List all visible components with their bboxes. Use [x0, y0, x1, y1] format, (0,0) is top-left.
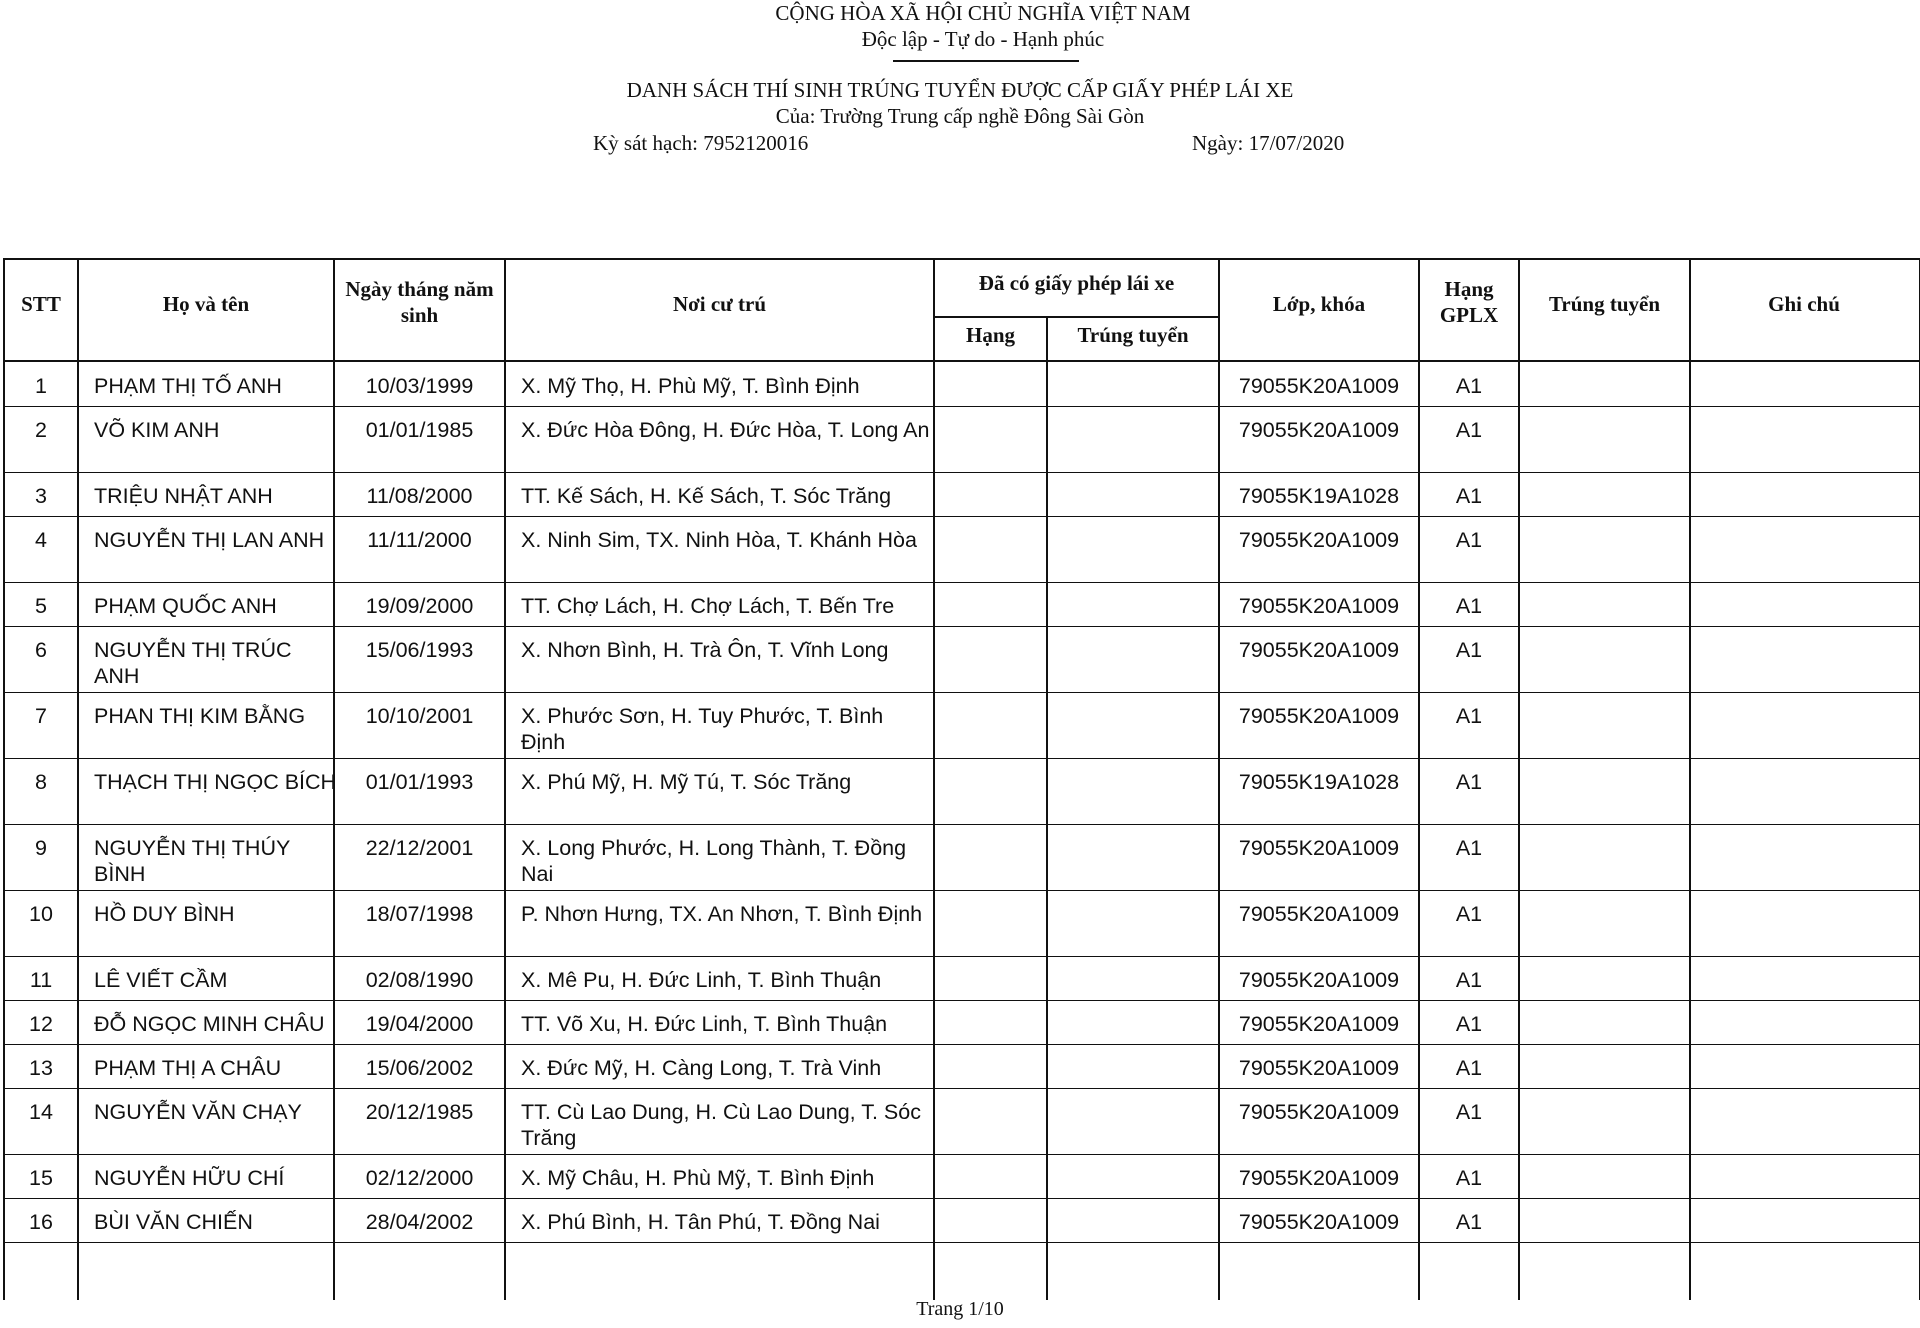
national-motto: Độc lập - Tự do - Hạnh phúc	[861, 27, 1105, 51]
col-header-existing-license: Đã có giấy phép lái xe	[978, 271, 1175, 295]
row-dob: 02/12/2000	[365, 1166, 474, 1190]
row-class-course: 79055K20A1009	[1238, 902, 1400, 926]
row-stt: 10	[29, 902, 53, 926]
row-name: PHAN THỊ KIM BẰNG	[94, 704, 306, 728]
table-row	[5, 582, 1919, 626]
row-address: X. Mê Pu, H. Đức Linh, T. Bình Thuận	[521, 968, 882, 992]
row-name: PHẠM THỊ TỐ ANH	[94, 374, 282, 398]
row-license-class: A1	[1455, 594, 1483, 618]
col-header-dob: Ngày tháng năm sinh	[345, 277, 494, 327]
row-name: NGUYỄN THỊ LAN ANH	[94, 528, 325, 552]
row-license-class: A1	[1455, 1012, 1483, 1036]
row-name: NGUYỄN VĂN CHẠY	[94, 1100, 302, 1124]
col-header-name: Họ và tên	[162, 292, 250, 316]
row-class-course: 79055K20A1009	[1238, 1012, 1400, 1036]
row-class-course: 79055K20A1009	[1238, 968, 1400, 992]
row-name: VÕ KIM ANH	[94, 418, 220, 442]
row-address: TT. Cù Lao Dung, H. Cù Lao Dung, T. Sóc Trăng	[521, 1100, 921, 1150]
row-stt: 12	[29, 1012, 53, 1036]
table-row	[5, 824, 1919, 890]
row-dob: 20/12/1985	[365, 1100, 474, 1124]
row-name: NGUYỄN THỊ THÚY BÌNH	[94, 836, 290, 886]
page-number: Trang 1/10	[916, 1298, 1004, 1320]
row-divider	[5, 1242, 1919, 1243]
motto-underline	[893, 60, 1079, 62]
row-address: TT. Kế Sách, H. Kế Sách, T. Sóc Trăng	[521, 484, 892, 508]
table-row	[5, 692, 1919, 758]
row-class-course: 79055K20A1009	[1238, 528, 1400, 552]
header-subdivider	[933, 316, 1220, 318]
row-class-course: 79055K20A1009	[1238, 374, 1400, 398]
row-address: TT. Chợ Lách, H. Chợ Lách, T. Bến Tre	[521, 594, 895, 618]
row-license-class: A1	[1455, 1056, 1483, 1080]
row-dob: 18/07/1998	[365, 902, 474, 926]
row-stt: 5	[35, 594, 47, 618]
table-row	[5, 626, 1919, 692]
row-license-class: A1	[1455, 902, 1483, 926]
row-name: BÙI VĂN CHIẾN	[94, 1210, 253, 1234]
table-row	[5, 406, 1919, 472]
col-header-stt: STT	[21, 292, 61, 316]
row-license-class: A1	[1455, 1166, 1483, 1190]
row-stt: 7	[35, 704, 47, 728]
table-row	[5, 890, 1919, 956]
row-class-course: 79055K20A1009	[1238, 418, 1400, 442]
row-address: X. Đức Mỹ, H. Càng Long, T. Trà Vinh	[521, 1056, 882, 1080]
exam-session: Kỳ sát hạch: 7952120016	[593, 131, 809, 155]
row-dob: 15/06/2002	[365, 1056, 474, 1080]
row-address: X. Ninh Sim, TX. Ninh Hòa, T. Khánh Hòa	[521, 528, 917, 552]
row-address: X. Phú Bình, H. Tân Phú, T. Đồng Nai	[521, 1210, 880, 1234]
row-dob: 10/03/1999	[365, 374, 474, 398]
row-name: HỒ DUY BÌNH	[94, 902, 235, 926]
col-header-passed: Trúng tuyển	[1548, 292, 1661, 316]
row-license-class: A1	[1455, 374, 1483, 398]
row-address: X. Mỹ Châu, H. Phù Mỹ, T. Bình Định	[521, 1166, 875, 1190]
row-name: ĐỖ NGỌC MINH CHÂU	[94, 1012, 325, 1036]
row-stt: 9	[35, 836, 47, 860]
row-address: X. Nhơn Bình, H. Trà Ôn, T. Vĩnh Long	[521, 638, 889, 662]
row-stt: 3	[35, 484, 47, 508]
row-dob: 01/01/1985	[365, 418, 474, 442]
row-name: PHẠM QUỐC ANH	[94, 594, 277, 618]
row-dob: 22/12/2001	[365, 836, 474, 860]
row-stt: 4	[35, 528, 47, 552]
row-license-class: A1	[1455, 528, 1483, 552]
row-dob: 10/10/2001	[365, 704, 474, 728]
row-license-class: A1	[1455, 638, 1483, 662]
row-dob: 02/08/1990	[365, 968, 474, 992]
table-row	[5, 1000, 1919, 1044]
row-license-class: A1	[1455, 770, 1483, 794]
row-stt: 8	[35, 770, 47, 794]
row-class-course: 79055K19A1028	[1238, 484, 1400, 508]
row-class-course: 79055K20A1009	[1238, 1056, 1400, 1080]
row-class-course: 79055K20A1009	[1238, 1166, 1400, 1190]
row-name: THẠCH THỊ NGỌC BÍCH	[94, 770, 337, 794]
row-dob: 15/06/1993	[365, 638, 474, 662]
row-dob: 01/01/1993	[365, 770, 474, 794]
row-stt: 15	[29, 1166, 53, 1190]
document-title: DANH SÁCH THÍ SINH TRÚNG TUYỂN ĐƯỢC CẤP GIẤY PHÉP LÁI XE	[626, 78, 1294, 102]
row-name: PHẠM THỊ A CHÂU	[94, 1056, 282, 1080]
row-license-class: A1	[1455, 418, 1483, 442]
col-header-class-course: Lớp, khóa	[1272, 292, 1366, 316]
col-header-address: Nơi cư trú	[672, 292, 767, 316]
row-address: P. Nhơn Hưng, TX. An Nhơn, T. Bình Định	[521, 902, 923, 926]
table-row	[5, 956, 1919, 1000]
row-license-class: A1	[1455, 484, 1483, 508]
row-address: X. Phước Sơn, H. Tuy Phước, T. Bình Định	[521, 704, 884, 754]
row-class-course: 79055K20A1009	[1238, 836, 1400, 860]
row-stt: 13	[29, 1056, 53, 1080]
row-address: X. Đức Hòa Đông, H. Đức Hòa, T. Long An	[521, 418, 930, 442]
table-row	[5, 1198, 1919, 1242]
row-license-class: A1	[1455, 836, 1483, 860]
row-license-class: A1	[1455, 704, 1483, 728]
col-header-license-class: Hạng GPLX	[1439, 277, 1499, 327]
row-class-course: 79055K20A1009	[1238, 704, 1400, 728]
document-date: Ngày: 17/07/2020	[1192, 131, 1345, 155]
col-header-note: Ghi chú	[1768, 292, 1840, 316]
row-stt: 11	[29, 968, 53, 992]
table-row	[5, 362, 1919, 406]
row-license-class: A1	[1455, 1210, 1483, 1234]
row-class-course: 79055K20A1009	[1238, 1100, 1400, 1124]
row-name: LÊ VIẾT CẦM	[94, 968, 228, 992]
table-row	[5, 1154, 1919, 1198]
table-row	[5, 1044, 1919, 1088]
table-row	[5, 1088, 1919, 1154]
row-stt: 6	[35, 638, 47, 662]
row-address: X. Phú Mỹ, H. Mỹ Tú, T. Sóc Trăng	[521, 770, 852, 794]
row-license-class: A1	[1455, 1100, 1483, 1124]
row-dob: 28/04/2002	[365, 1210, 474, 1234]
row-name: TRIỆU NHẬT ANH	[94, 484, 273, 508]
candidate-table	[3, 258, 1920, 1300]
row-stt: 2	[35, 418, 47, 442]
table-row	[5, 758, 1919, 824]
row-name: NGUYỄN HỮU CHÍ	[94, 1166, 285, 1190]
table-row	[5, 516, 1919, 582]
row-address: X. Long Phước, H. Long Thành, T. Đồng Nai	[521, 836, 907, 886]
row-address: X. Mỹ Thọ, H. Phù Mỹ, T. Bình Định	[521, 374, 860, 398]
row-class-course: 79055K20A1009	[1238, 594, 1400, 618]
col-header-existing-class: Hạng	[965, 323, 1015, 347]
row-dob: 11/11/2000	[367, 528, 472, 552]
row-license-class: A1	[1455, 968, 1483, 992]
row-dob: 19/04/2000	[365, 1012, 474, 1036]
row-dob: 11/08/2000	[366, 484, 473, 508]
col-header-existing-passed: Trúng tuyển	[1077, 323, 1189, 347]
row-stt: 1	[35, 374, 47, 398]
row-class-course: 79055K20A1009	[1238, 1210, 1400, 1234]
row-stt: 16	[29, 1210, 53, 1234]
row-dob: 19/09/2000	[365, 594, 474, 618]
table-row	[5, 472, 1919, 516]
national-title: CỘNG HÒA XÃ HỘI CHỦ NGHĨA VIỆT NAM	[775, 1, 1191, 25]
row-address: TT. Võ Xu, H. Đức Linh, T. Bình Thuận	[521, 1012, 888, 1036]
row-class-course: 79055K19A1028	[1238, 770, 1400, 794]
row-stt: 14	[29, 1100, 53, 1124]
school-name: Của: Trường Trung cấp nghề Đông Sài Gòn	[775, 104, 1145, 128]
row-name: NGUYỄN THỊ TRÚC ANH	[94, 638, 292, 688]
row-class-course: 79055K20A1009	[1238, 638, 1400, 662]
